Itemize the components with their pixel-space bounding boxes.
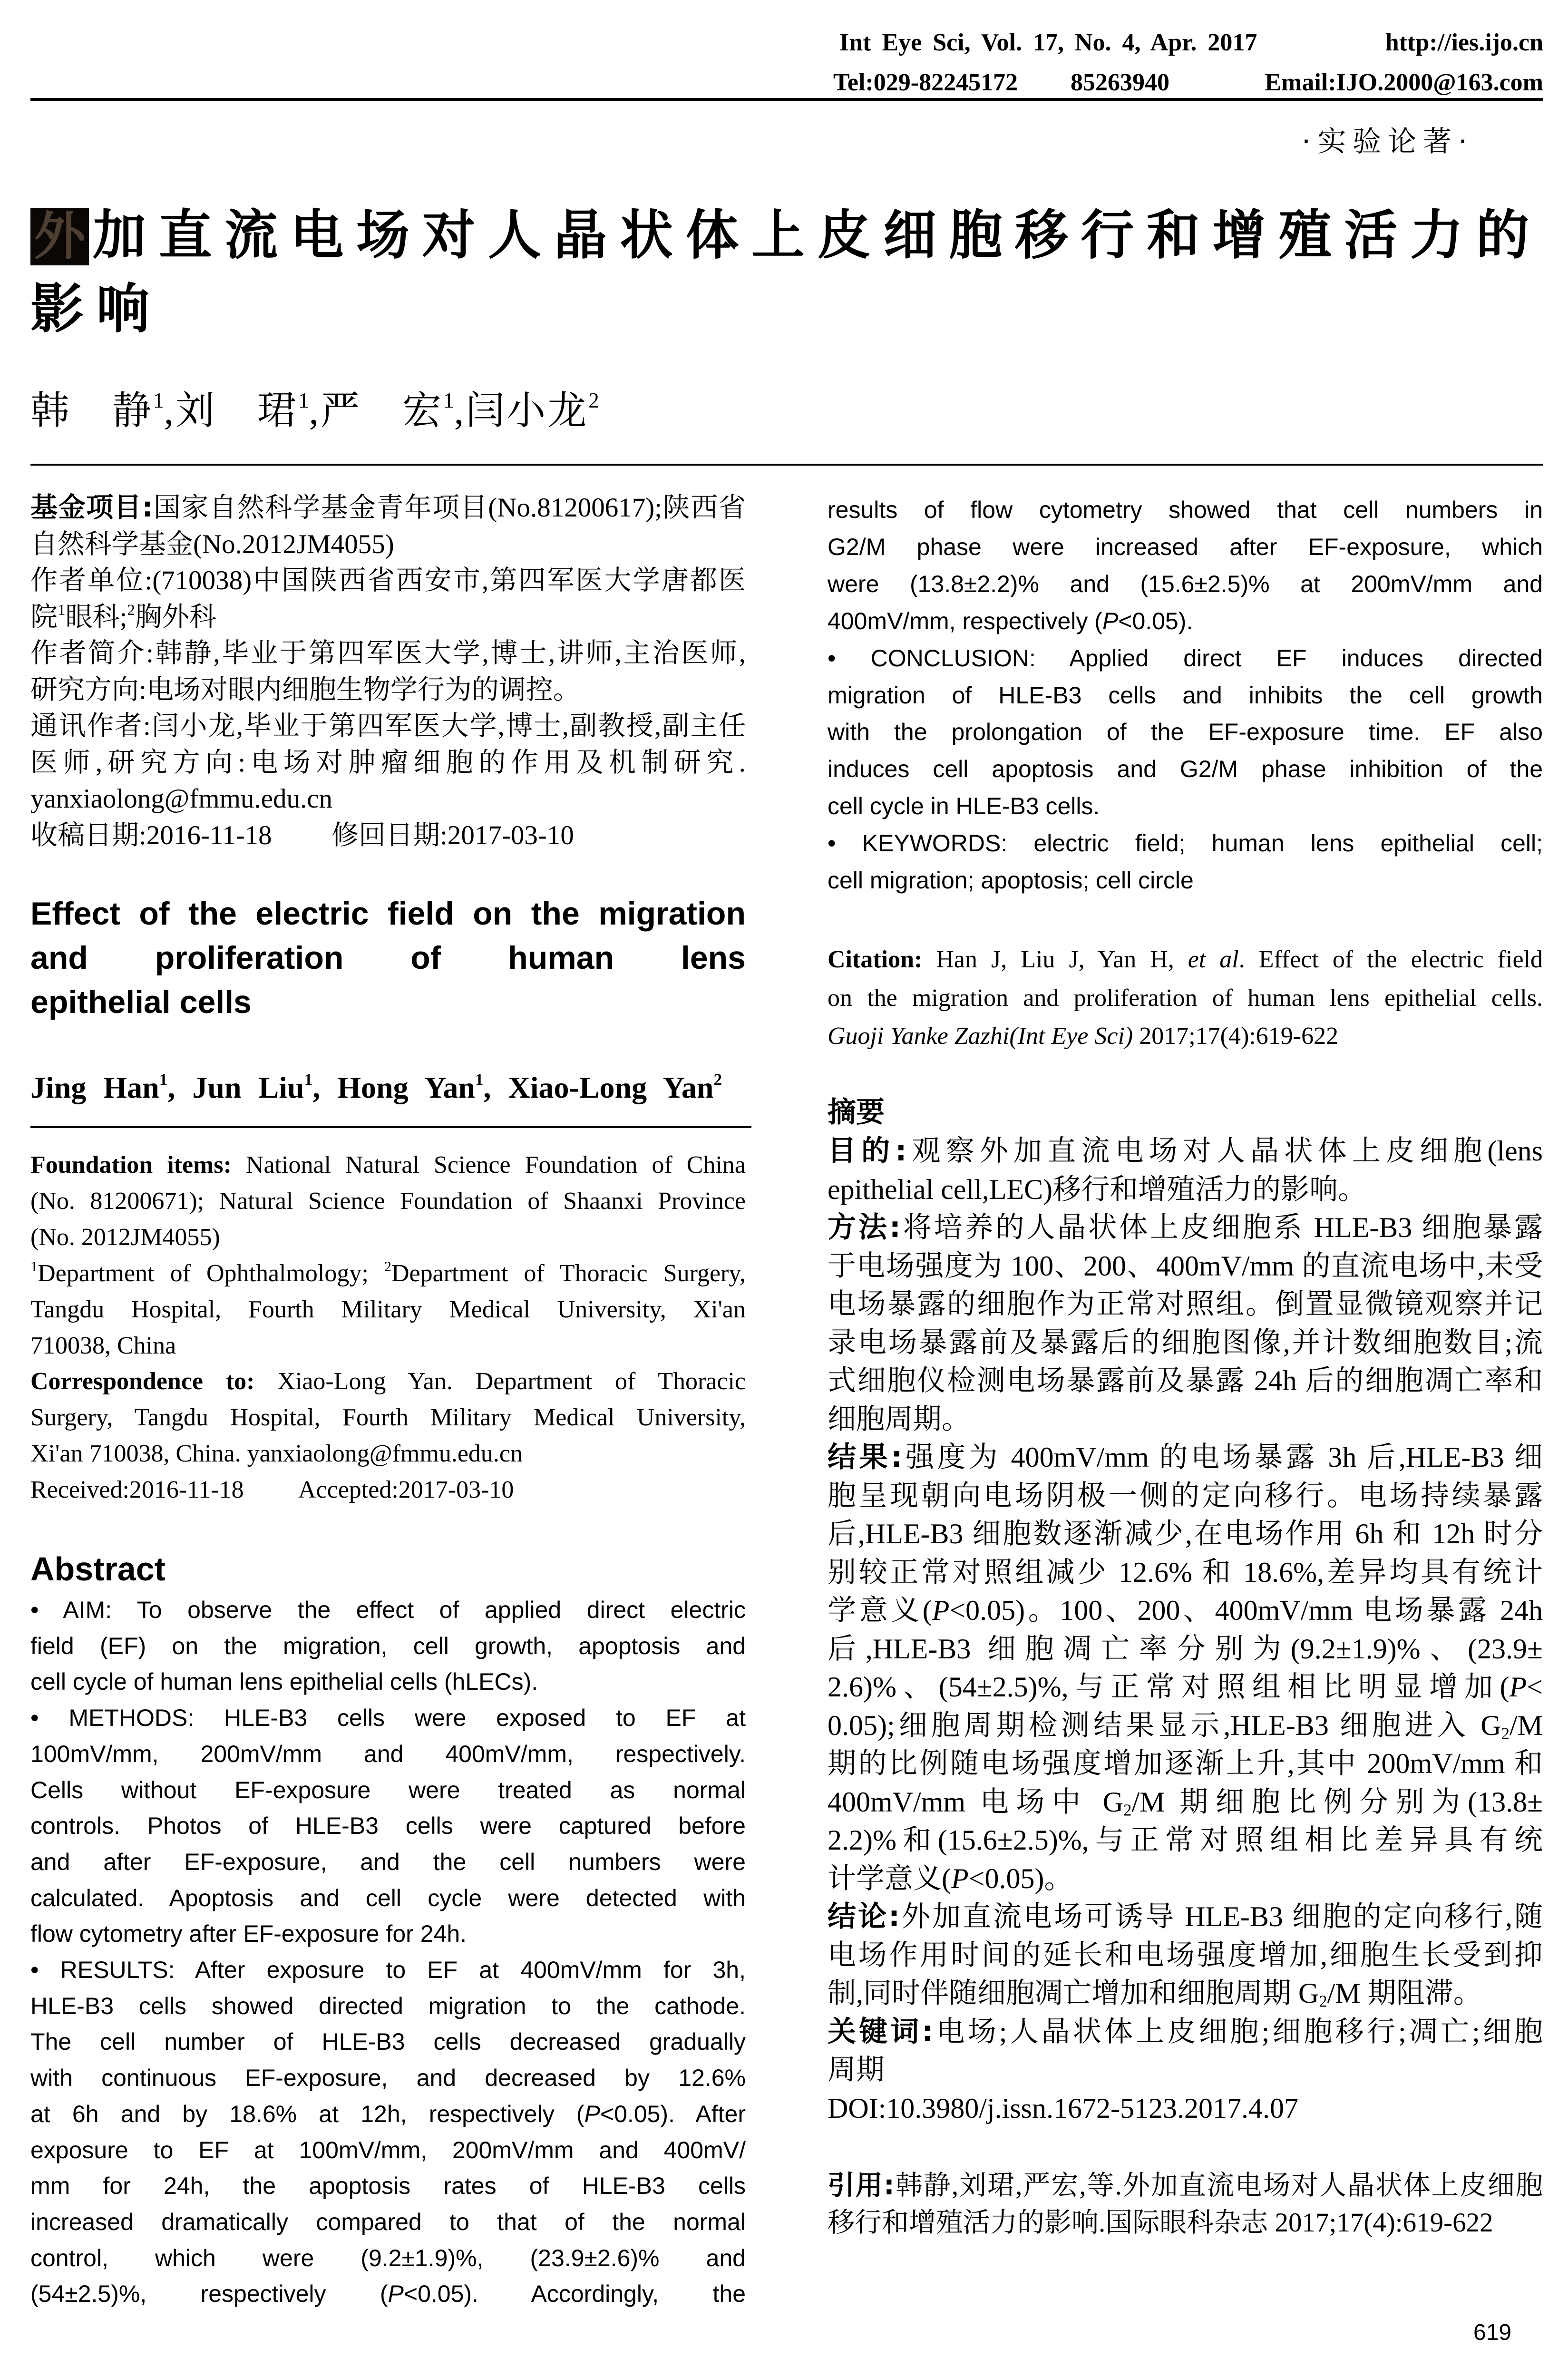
chinese-article-info	[30, 489, 746, 854]
text-run: and proliferation of human lens	[30, 940, 746, 976]
text-run: . Effect of the electric field	[1238, 946, 1543, 973]
text-run: 电场暴露的细胞作为正常对照组。倒置显微镜观察并记	[828, 1288, 1543, 1320]
text-run: Department of Thoracic Surgery,	[391, 1259, 746, 1287]
title-divider-rule	[30, 464, 1543, 466]
text-run: DOI:10.3980/j.issn.1672-5123.2017.4.07	[828, 2092, 1298, 2124]
text-line	[828, 1515, 1543, 1553]
text-run: controls. Photos of HLE-B3 cells were captured before	[30, 1812, 746, 1840]
text-run: <0.05). Accordingly, the	[403, 2280, 746, 2308]
text-line	[828, 1438, 1543, 1477]
text-run: 院	[30, 602, 58, 632]
text-run: 修回日期:2017-03-10	[331, 820, 574, 850]
text-line	[30, 1328, 746, 1364]
bold-label: Citation:	[828, 946, 923, 973]
text-run: G2/M phase were increased after EF-exposure, which	[828, 533, 1543, 560]
text-line	[828, 492, 1543, 529]
authors-en	[30, 1069, 722, 1107]
bold-label: 引用:	[828, 2170, 895, 2201]
text-line	[30, 2133, 746, 2169]
text-line	[828, 603, 1543, 640]
text-line	[828, 2089, 1543, 2128]
text-run: • METHODS: HLE-B3 cells were exposed to EF at	[30, 1705, 746, 1732]
journal-url: http://ies.ijo.cn	[1385, 29, 1543, 56]
text-run: 后,HLE-B3 细胞凋亡率分别为(9.2±1.9)%、(23.9±	[828, 1633, 1543, 1665]
text-line	[828, 1783, 1543, 1822]
text-run: 2017;17(4):619-622	[1133, 1023, 1339, 1050]
text-line	[30, 1628, 746, 1665]
text-run: 周期	[828, 2054, 885, 2085]
text-line	[828, 979, 1543, 1018]
text-run: 通讯作者:闫小龙,毕业于第四军医大学,博士,副教授,副主任	[30, 711, 746, 741]
bold-label: Correspondence to:	[30, 1368, 255, 1395]
bold-label: 基金项目:	[30, 492, 153, 523]
text-run: Surgery, Tangdu Hospital, Fourth Military Medical University,	[30, 1404, 746, 1432]
title-cn-line-1: 加直流电场对人晶状体上皮细胞移行和增殖活力的	[93, 205, 1542, 266]
author-name: Xiao-Long Yan	[508, 1071, 714, 1104]
text-run: 400mV/mm 电场中 G	[828, 1786, 1124, 1818]
text-run: National Natural Science Foundation of China	[231, 1151, 746, 1179]
text-line	[30, 1183, 746, 1219]
text-run: epithelial cells	[30, 984, 252, 1020]
author-separator: ,	[312, 1071, 338, 1104]
text-line	[30, 526, 746, 563]
text-line	[828, 1860, 1543, 1898]
text-run: 400mV/mm, respectively (	[828, 607, 1102, 634]
text-line	[30, 2204, 746, 2241]
text-run: 式细胞仪检测电场暴露前及暴露 24h 后的细胞凋亡率和	[828, 1365, 1543, 1396]
text-run: 2.2)%和(15.6±2.5)%,与正常对照组相比差异具有统	[828, 1824, 1543, 1856]
text-run: /M	[1509, 1709, 1543, 1741]
italic-text: P	[1102, 607, 1119, 634]
text-run: Han J, Liu J, Yan H,	[922, 946, 1188, 973]
text-run: Effect of the electric field on the migration	[30, 896, 746, 932]
text-line	[828, 1017, 1543, 1056]
text-run: • KEYWORDS: electric field; human lens epithelial cell;	[828, 830, 1543, 857]
text-run: 后,HLE-B3 细胞数逐渐减少,在电场作用 6h 和 12h 时分	[828, 1518, 1543, 1549]
text-run: with the prolongation of the EF-exposure time. EF also	[828, 719, 1543, 746]
text-run: cell migration; apoptosis; cell circle	[828, 867, 1194, 894]
chinese-abstract-heading: 摘要	[828, 1096, 885, 1129]
text-line	[828, 1706, 1543, 1745]
text-run: • RESULTS: After exposure to EF at 400mV/mm for 3h,	[30, 1957, 746, 1984]
text-line	[828, 788, 1543, 825]
text-run: results of flow cytometry showed that cell numbers in	[828, 497, 1543, 523]
text-line	[30, 1952, 746, 1988]
text-run: 制,同时伴随细胞凋亡增加和细胞周期 G	[828, 1978, 1319, 2009]
text-line	[828, 1400, 1543, 1439]
text-line	[828, 1591, 1543, 1630]
text-run: HLE-B3 cells showed directed migration to the cathode.	[30, 1992, 746, 2019]
text-run: Received:2016-11-18	[30, 1476, 244, 1504]
text-line	[828, 566, 1543, 603]
text-line	[30, 635, 746, 672]
text-run: epithelial cell,LEC)移行和增殖活力的影响。	[828, 1173, 1367, 1205]
header-rule	[30, 98, 1543, 101]
text-line	[30, 1256, 746, 1292]
text-line	[828, 1132, 1543, 1170]
text-run: 期的比例随电场强度增加逐渐上升,其中 200mV/mm 和	[828, 1748, 1543, 1779]
text-run: 强度为 400mV/mm 的电场暴露 3h 后,HLE-B3 细	[902, 1442, 1543, 1473]
text-run: mm for 24h, the apoptosis rates of HLE-B3 cells	[30, 2172, 746, 2200]
english-abstract-left-column	[30, 1592, 746, 2312]
text-run: 收稿日期:2016-11-18	[30, 820, 272, 850]
text-run: 观察外加直流电场对人晶状体上皮细胞(lens	[906, 1135, 1543, 1167]
text-run: Tangdu Hospital, Fourth Military Medical University, Xi'an	[30, 1296, 746, 1323]
text-line	[828, 1247, 1543, 1286]
text-run: calculated. Apoptosis and cell cycle were detected with	[30, 1884, 746, 1911]
author-name: 刘 珺	[175, 389, 299, 432]
text-run: 外加直流电场可诱导 HLE-B3 细胞的定向移行,随	[900, 1901, 1543, 1932]
text-line	[828, 862, 1543, 899]
text-run: 作者单位:(710038)中国陕西省西安市,第四军医大学唐都医	[30, 565, 746, 595]
text-run: 作者简介:韩静,毕业于第四军医大学,博士,讲师,主治医师,	[30, 638, 746, 668]
text-run: 胞呈现朝向电场阴极一侧的定向移行。电场持续暴露	[828, 1480, 1543, 1511]
text-line	[828, 1285, 1543, 1324]
text-line	[30, 2276, 746, 2312]
text-line	[828, 1974, 1543, 2013]
author-affiliation-mark: 2	[588, 389, 599, 413]
text-line	[828, 1208, 1543, 1247]
text-run: 将培养的人晶状体上皮细胞系 HLE-B3 细胞暴露	[900, 1212, 1543, 1243]
author-affiliation-mark: 1	[443, 389, 454, 413]
text-line	[30, 818, 746, 854]
text-run: 医师,研究方向:电场对肿瘤细胞的作用及机制研究.	[30, 747, 746, 778]
text-run: 胸外科	[135, 602, 216, 632]
text-run: 100mV/mm, 200mV/mm and 400mV/mm, respectively.	[30, 1740, 746, 1767]
subscript: 2	[1319, 1992, 1327, 2011]
text-run: 学意义(	[828, 1595, 932, 1626]
text-run: Cells without EF-exposure were treated as normal	[30, 1776, 746, 1803]
italic-text: P	[951, 1862, 969, 1894]
text-run: were (13.8±2.2)% and (15.6±2.5)% at 200mV/mm and	[828, 570, 1543, 597]
text-run: 别较正常对照组减少 12.6% 和 18.6%,差异均具有统计	[828, 1556, 1543, 1588]
text-line	[30, 2096, 746, 2133]
text-run: <0.05).	[1118, 607, 1193, 634]
text-run: yanxiaolong@fmmu.edu.cn	[30, 784, 333, 814]
text-line	[828, 1821, 1543, 1860]
author-separator: ,	[167, 1071, 193, 1104]
authors-divider-rule	[30, 1126, 751, 1128]
text-line	[30, 2241, 746, 2277]
bold-label: Foundation items:	[30, 1151, 232, 1179]
text-line	[828, 2051, 1543, 2089]
text-line	[30, 1988, 746, 2025]
text-line	[30, 936, 746, 980]
text-line	[30, 1147, 746, 1183]
text-line	[30, 1472, 746, 1508]
text-run: 0.05);细胞周期检测结果显示,HLE-B3 细胞进入 G	[828, 1709, 1501, 1741]
text-run: 移行和增殖活力的影响.国际眼科杂志 2017;17(4):619-622	[828, 2208, 1493, 2238]
text-line	[30, 1219, 746, 1256]
english-abstract-right-column	[828, 492, 1543, 899]
superscript: 1	[58, 601, 66, 619]
author-affiliation-mark: 1	[298, 389, 309, 413]
journal-telephone-secondary: 85263940	[1071, 69, 1169, 96]
superscript: 2	[127, 601, 135, 619]
author-name: 闫小龙	[466, 389, 589, 432]
bold-label: 关键词:	[828, 2015, 934, 2048]
text-run: <0.05). After	[600, 2100, 746, 2127]
text-run: <0.05)。	[968, 1862, 1073, 1894]
text-run: on the migration and proliferation of human lens epithelial cells.	[828, 984, 1543, 1012]
author-name: Jing Han	[30, 1071, 159, 1104]
author-affiliation-mark: 1	[159, 1070, 168, 1089]
text-run: <0.05)。100、200、400mV/mm 电场暴露 24h	[949, 1595, 1543, 1626]
text-run: 2.6)%、(54±2.5)%,与正常对照组相比明显增加(	[828, 1671, 1510, 1703]
english-article-info	[30, 1147, 746, 1508]
text-line	[30, 2024, 746, 2060]
text-line	[30, 1436, 746, 1472]
author-name: Hong Yan	[337, 1071, 475, 1104]
chinese-citation	[828, 2167, 1543, 2241]
abstract-heading: Abstract	[30, 1550, 166, 1588]
text-run: 国家自然科学基金青年项目(No.81200617);陕西省	[153, 493, 746, 523]
text-run: (54±2.5)%, respectively (	[30, 2280, 388, 2308]
italic-text: P	[1509, 1671, 1527, 1703]
text-line	[828, 751, 1543, 788]
text-line	[30, 1736, 746, 1773]
text-run: cell cycle in HLE-B3 cells.	[828, 793, 1100, 820]
superscript: 2	[384, 1258, 391, 1275]
italic-text: P	[932, 1595, 950, 1626]
author-separator: ,	[454, 389, 466, 432]
text-line	[30, 563, 746, 599]
text-line	[828, 1744, 1543, 1783]
text-run: The cell number of HLE-B3 cells decreased gradually	[30, 2028, 746, 2056]
journal-email: Email:IJO.2000@163.com	[1265, 69, 1543, 96]
text-run: 韩静,刘珺,严宏,等.外加直流电场对人晶状体上皮细胞	[894, 2171, 1543, 2201]
authors-cn	[30, 387, 599, 435]
subscript: 2	[1501, 1724, 1510, 1743]
text-line	[30, 745, 746, 781]
text-run: (No. 81200671); Natural Science Foundation of Shaanxi Province	[30, 1187, 746, 1215]
author-name: 严 宏	[321, 389, 444, 432]
text-line	[828, 2167, 1543, 2204]
text-run: 自然科学基金(No.2012JM4055)	[30, 529, 394, 559]
italic-text: et al	[1188, 946, 1239, 973]
text-line	[30, 781, 746, 818]
text-run: control, which were (9.2±1.9)%, (23.9±2.6)% and	[30, 2244, 746, 2271]
text-run: cell cycle of human lens epithelial cells (hLECs).	[30, 1668, 538, 1695]
text-run: 电场作用时间的延长和电场强度增加,细胞生长受到抑	[828, 1939, 1543, 1971]
text-line	[30, 2060, 746, 2096]
english-citation	[828, 941, 1543, 1056]
text-run: Xiao-Long Yan. Department of Thoracic	[254, 1368, 746, 1395]
text-line	[30, 672, 746, 709]
text-line	[30, 599, 746, 636]
text-line	[30, 1880, 746, 1917]
text-run: 录电场暴露前及暴露后的细胞图像,并计数细胞数目;流	[828, 1326, 1543, 1358]
text-run: 710038, China	[30, 1332, 176, 1359]
text-run: exposure to EF at 100mV/mm, 200mV/mm and 400mV/	[30, 2136, 746, 2163]
text-run: with continuous EF-exposure, and decreased by 12.6%	[30, 2065, 746, 2092]
text-run: /M 期细胞比例分别为(13.8±	[1131, 1786, 1543, 1818]
text-run: migration of HLE-B3 cells and inhibits the cell growth	[828, 682, 1543, 709]
text-line	[30, 489, 746, 526]
superscript: 1	[30, 1258, 38, 1275]
title-initial-character: 外	[30, 208, 89, 265]
text-line	[30, 1844, 746, 1880]
text-line	[828, 1324, 1543, 1362]
text-line	[828, 1898, 1543, 1936]
text-line	[828, 1170, 1543, 1209]
text-run: 细胞周期。	[828, 1403, 970, 1435]
text-run: field (EF) on the migration, cell growth, apoptosis and	[30, 1632, 746, 1659]
text-line	[30, 1700, 746, 1736]
text-line	[828, 1630, 1543, 1668]
text-line	[828, 941, 1543, 979]
text-line	[828, 677, 1543, 714]
italic-text: P	[584, 2100, 600, 2127]
title-cn-line-2: 影响	[30, 278, 162, 340]
italic-text: P	[388, 2280, 404, 2308]
text-run: 电场;人晶状体上皮细胞;细胞移行;凋亡;细胞	[933, 2016, 1543, 2047]
text-line	[30, 1664, 746, 1700]
chinese-abstract	[828, 1132, 1543, 2127]
text-run: increased dramatically compared to that of the normal	[30, 2208, 746, 2235]
text-run: 计学意义(	[828, 1862, 951, 1894]
text-line	[828, 640, 1543, 677]
section-label: ·实验论著·	[1302, 125, 1474, 158]
text-line	[828, 2204, 1543, 2241]
text-line	[30, 980, 746, 1024]
text-line	[828, 529, 1543, 566]
text-run: flow cytometry after EF-exposure for 24h.	[30, 1920, 467, 1948]
text-run: at 6h and by 18.6% at 12h, respectively (	[30, 2100, 584, 2127]
text-line	[30, 1808, 746, 1844]
text-run: and after EF-exposure, and the cell numbers were	[30, 1848, 746, 1875]
text-line	[828, 1477, 1543, 1515]
bold-label: 目的:	[828, 1134, 907, 1168]
text-line	[30, 1773, 746, 1809]
subscript: 2	[1123, 1801, 1132, 1820]
bold-label: 结论:	[828, 1900, 900, 1933]
text-run: Department of Ophthalmology;	[38, 1259, 384, 1287]
text-run: Xi'an 710038, China. yanxiaolong@fmmu.edu.cn	[30, 1440, 523, 1468]
text-line	[30, 1916, 746, 1952]
journal-issue-info: Int Eye Sci, Vol. 17, No. 4, Apr. 2017	[839, 29, 1257, 56]
text-line	[30, 1364, 746, 1400]
bold-label: 方法:	[828, 1211, 901, 1244]
text-run: 研究方向:电场对眼内细胞生物学行为的调控。	[30, 674, 580, 705]
text-line	[30, 1592, 746, 1628]
text-line	[828, 1936, 1543, 1975]
italic-text: Guoji Yanke Zazhi(Int Eye Sci)	[828, 1023, 1133, 1050]
text-run: • CONCLUSION: Applied direct EF induces directed	[828, 644, 1543, 672]
text-line	[828, 1553, 1543, 1592]
text-line	[828, 825, 1543, 862]
text-line	[30, 708, 746, 745]
text-run: • AIM: To observe the effect of applied direct electric	[30, 1597, 746, 1623]
text-line	[30, 2168, 746, 2204]
author-affiliation-mark: 2	[713, 1070, 722, 1089]
author-affiliation-mark: 1	[304, 1070, 313, 1089]
text-line	[828, 2013, 1543, 2051]
text-run: 眼科;	[65, 602, 127, 632]
text-line	[30, 1400, 746, 1436]
text-line	[30, 1292, 746, 1328]
journal-telephone: Tel:029-82245172	[833, 69, 1018, 96]
text-line	[828, 714, 1543, 751]
author-separator: ,	[309, 389, 321, 432]
author-affiliation-mark: 1	[475, 1070, 484, 1089]
author-name: 韩 静	[30, 389, 154, 432]
text-line	[828, 1362, 1543, 1400]
text-run: (No. 2012JM4055)	[30, 1223, 220, 1251]
bold-label: 结果:	[828, 1441, 903, 1474]
text-run: Accepted:2017-03-10	[298, 1476, 514, 1504]
author-affiliation-mark: 1	[153, 389, 164, 413]
author-separator: ,	[164, 389, 176, 432]
text-run: <	[1527, 1671, 1543, 1703]
author-separator: ,	[483, 1071, 508, 1104]
page-number: 619	[1473, 2320, 1512, 2345]
author-name: Jun Liu	[192, 1071, 304, 1104]
text-line	[828, 1668, 1543, 1706]
text-run: 于电场强度为 100、200、400mV/mm 的直流电场中,未受	[828, 1250, 1543, 1282]
text-line	[30, 892, 746, 936]
text-run: /M 期阻滞。	[1327, 1978, 1482, 2009]
text-run: induces cell apoptosis and G2/M phase inhibition of the	[828, 756, 1543, 783]
english-title	[30, 892, 746, 1024]
